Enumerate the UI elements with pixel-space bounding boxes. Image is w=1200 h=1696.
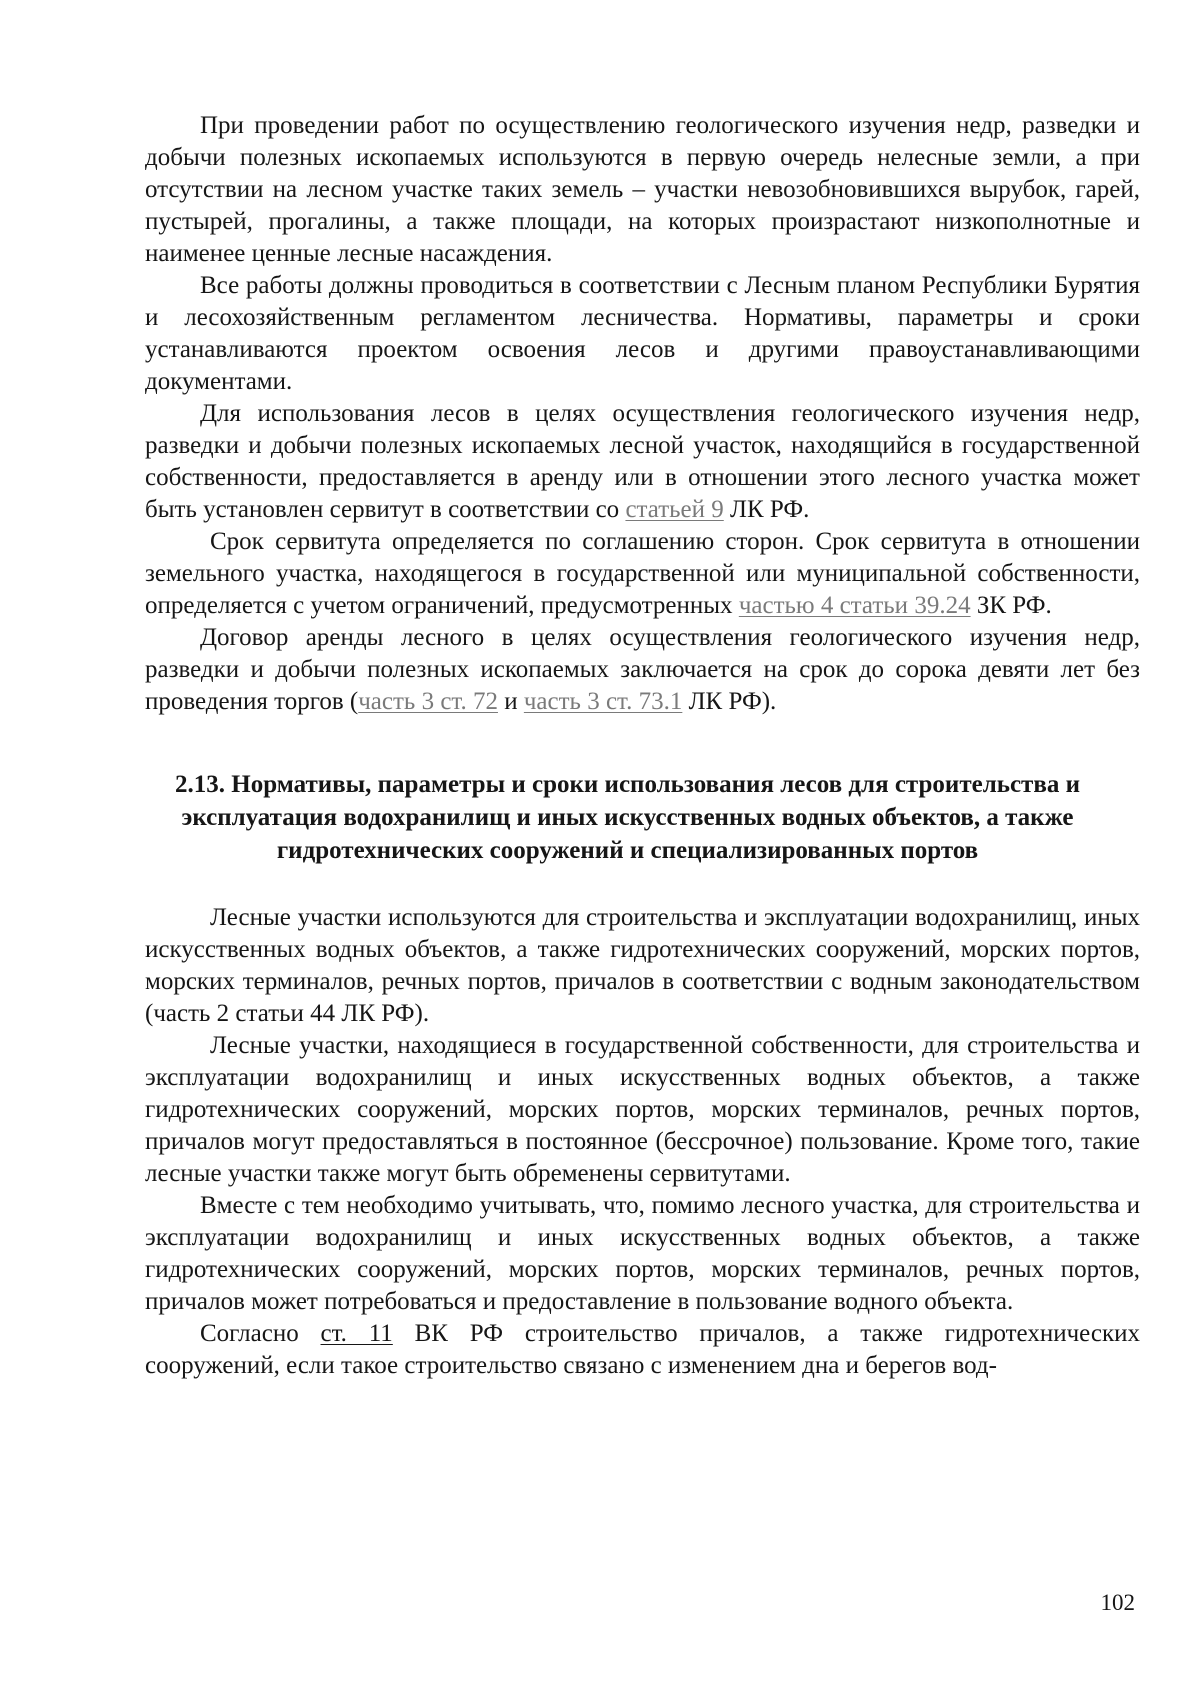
law-link-article-73-1[interactable]: часть 3 ст. 73.1 xyxy=(523,688,683,715)
paragraph: Лесные участки используются для строительства и эксплуатации водохранилищ, иных искусственных водных объектов, а также гидротехнических сооружений, морских портов, морских терминалов, речных портов, причалов в соответствии с водным законодательством (часть 2 статьи 44 ЛК РФ). xyxy=(145,904,1140,1027)
law-link-article-11[interactable]: ст. 11 xyxy=(320,1320,393,1347)
spacer xyxy=(145,867,1140,902)
law-link-article-72[interactable]: часть 3 ст. 72 xyxy=(358,688,498,715)
section-heading: 2.13. Нормативы, параметры и сроки использования лесов для строительства и эксплуатация водохранилищ и иных искусственных водных объектов, а также гидротехнических сооружений и специализированных портов xyxy=(175,771,1080,864)
paragraph: Вместе с тем необходимо учитывать, что, помимо лесного участка, для строительства и эксплуатации водохранилищ и иных искусственных водных объектов, а также гидротехнических сооружений, морских портов, морских терминалов, речных портов, причалов может потребоваться и предоставление в пользование водного объекта. xyxy=(145,1192,1140,1315)
paragraph-text: Срок сервитута определяется по соглашению сторон. Срок сервитута в отношении земельного участка, находящегося в государственной или муниципальной собственности, определяется с учетом ограничений, предусмотренных xyxy=(145,528,1140,619)
law-link-article-9[interactable]: статьей 9 xyxy=(625,496,724,523)
paragraph-text: ВК РФ строительство причалов, а также гидротехнических сооружений, если такое строительство связано с изменением дна и берегов вод- xyxy=(145,1320,1140,1379)
paragraph-text: Для использования лесов в целях осуществления геологического изучения недр, разведки и добычи полезных ископаемых лесной участок, находящийся в государственной собственности, предоставляется в аренду или в отношении этого лесного участка может быть установлен сервитут в соответствии со xyxy=(145,400,1140,523)
law-link-article-39-24[interactable]: частью 4 статьи 39.24 xyxy=(738,592,971,619)
paragraph xyxy=(145,398,1140,526)
paragraph: При проведении работ по осуществлению геологического изучения недр, разведки и добычи полезных ископаемых используются в первую очередь нелесные земли, а при отсутствии на лесном участке таких земель – участки невозобновившихся вырубок, гарей, пустырей, прогалины, а также площади, на которых произрастают низкополнотные и наименее ценные лесные насаждения. xyxy=(145,112,1140,267)
paragraph: Лесные участки, находящиеся в государственной собственности, для строительства и эксплуатации водохранилищ и иных искусственных водных объектов, а также гидротехнических сооружений, морских портов, морских терминалов, речных портов, причалов могут предоставляться в постоянное (бессрочное) пользование. Кроме того, такие лесные участки также могут быть обременены сервитутами. xyxy=(145,1032,1140,1187)
document-page xyxy=(145,110,1140,1382)
paragraph-text: и xyxy=(497,688,524,715)
paragraph-text: Согласно xyxy=(200,1320,321,1347)
paragraph xyxy=(145,622,1140,718)
paragraph xyxy=(145,526,1140,622)
page-number: 102 xyxy=(1100,1590,1135,1615)
paragraph xyxy=(145,1318,1140,1382)
paragraph-text: ЗК РФ. xyxy=(970,592,1052,619)
paragraph-text: ЛК РФ). xyxy=(682,688,777,715)
paragraph-text: ЛК РФ. xyxy=(723,496,810,523)
paragraph-text: Договор аренды лесного в целях осуществления геологического изучения недр, разведки и добычи полезных ископаемых заключается на срок до сорока девяти лет без проведения торгов ( xyxy=(145,624,1140,715)
paragraph: Все работы должны проводиться в соответствии с Лесным планом Республики Бурятия и лесохозяйственным регламентом лесничества. Нормативы, параметры и сроки устанавливаются проектом освоения лесов и другими правоустанавливающими документами. xyxy=(145,272,1140,395)
